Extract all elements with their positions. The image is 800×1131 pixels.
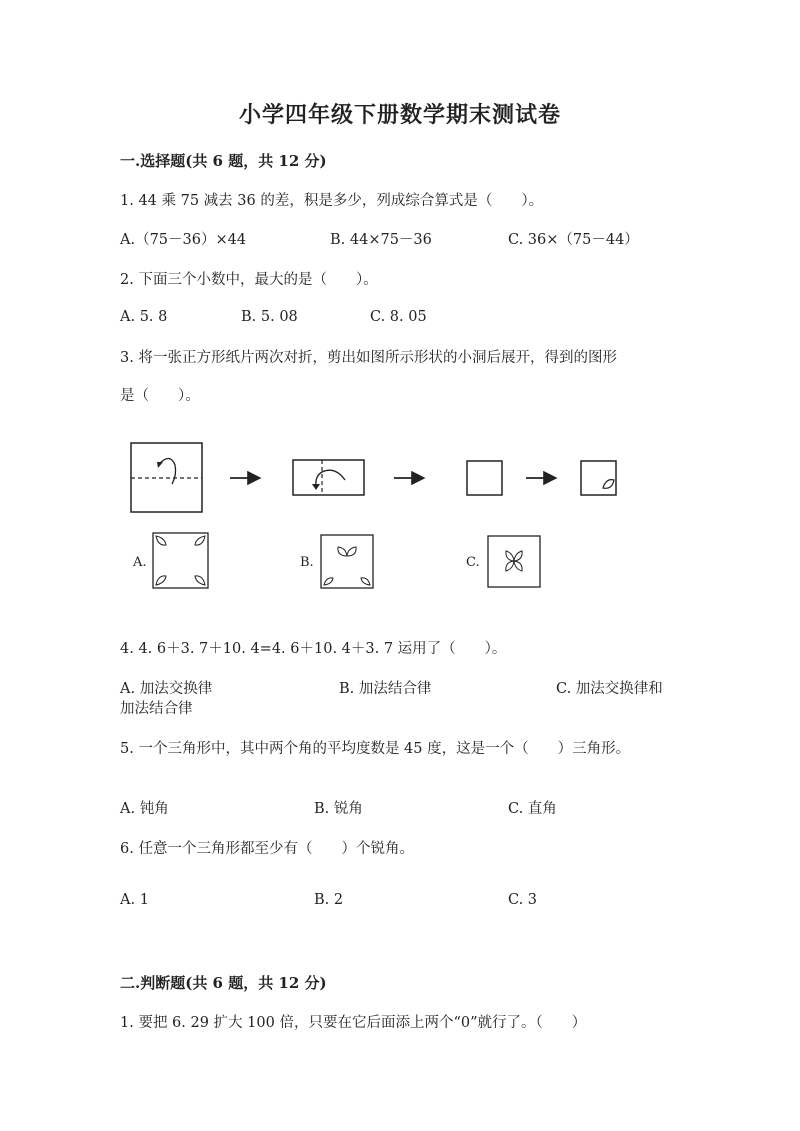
q3-option-a[interactable]: A. <box>133 555 147 570</box>
q6-option-b[interactable]: B. 2 <box>314 892 344 908</box>
q2-option-c[interactable]: C. 8. 05 <box>370 309 427 325</box>
q1-option-c[interactable]: C. 36×（75－44） <box>508 232 639 248</box>
question-4: 4. 4. 6＋3. 7＋10. 4=4. 6＋10. 4＋3. 7 运用了（ ）。 <box>120 641 507 657</box>
q3-option-c[interactable]: C. <box>466 555 480 570</box>
q2-option-b[interactable]: B. 5. 08 <box>241 309 298 325</box>
option-a-figure[interactable] <box>153 533 208 588</box>
question-6: 6. 任意一个三角形都至少有（ ）个锐角。 <box>120 841 414 857</box>
q4-option-b[interactable]: B. 加法结合律 <box>339 681 432 697</box>
q2-option-a[interactable]: A. 5. 8 <box>120 309 168 325</box>
q6-option-c[interactable]: C. 3 <box>508 892 538 908</box>
fold-step-3 <box>467 461 502 495</box>
section-heading-judgment: 二.判断题(共 6 题，共 12 分) <box>120 974 327 992</box>
question-2: 2. 下面三个小数中，最大的是（ ）。 <box>120 272 378 288</box>
question-1: 1. 44 乘 75 减去 36 的差，积是多少，列成综合算式是（ ）。 <box>120 193 544 209</box>
q5-option-a[interactable]: A. 钝角 <box>120 801 169 817</box>
q1-option-b[interactable]: B. 44×75－36 <box>330 232 432 248</box>
judgment-question-1: 1. 要把 6. 29 扩大 100 倍，只要在它后面添上两个“0”就行了。（ ） <box>120 1015 587 1031</box>
option-c-figure[interactable] <box>488 536 540 587</box>
fold-step-4-cut <box>581 461 616 495</box>
fold-step-1 <box>131 443 202 512</box>
q4-option-a[interactable]: A. 加法交换律 <box>120 681 213 697</box>
q1-option-a[interactable]: A.（75－36）×44 <box>120 232 247 248</box>
question-5: 5. 一个三角形中，其中两个角的平均度数是 45 度，这是一个（ ）三角形。 <box>120 741 631 757</box>
q4-option-c[interactable]: C. 加法交换律和 <box>556 681 663 697</box>
page-title: 小学四年级下册数学期末测试卷 <box>238 102 561 128</box>
q5-option-c[interactable]: C. 直角 <box>508 801 557 817</box>
question-3-line2: 是（ ）。 <box>120 388 200 404</box>
fold-step-2 <box>293 460 364 495</box>
option-b-figure[interactable] <box>321 535 373 588</box>
question-3-line1: 3. 将一张正方形纸片两次对折，剪出如图所示形状的小洞后展开，得到的图形 <box>120 350 617 366</box>
q3-option-b[interactable]: B. <box>300 555 314 570</box>
q5-option-b[interactable]: B. 锐角 <box>314 801 363 817</box>
section-heading-choice: 一.选择题(共 6 题，共 12 分) <box>120 152 327 170</box>
q6-option-a[interactable]: A. 1 <box>120 892 149 908</box>
q4-option-c-wrap: 加法结合律 <box>120 701 193 717</box>
